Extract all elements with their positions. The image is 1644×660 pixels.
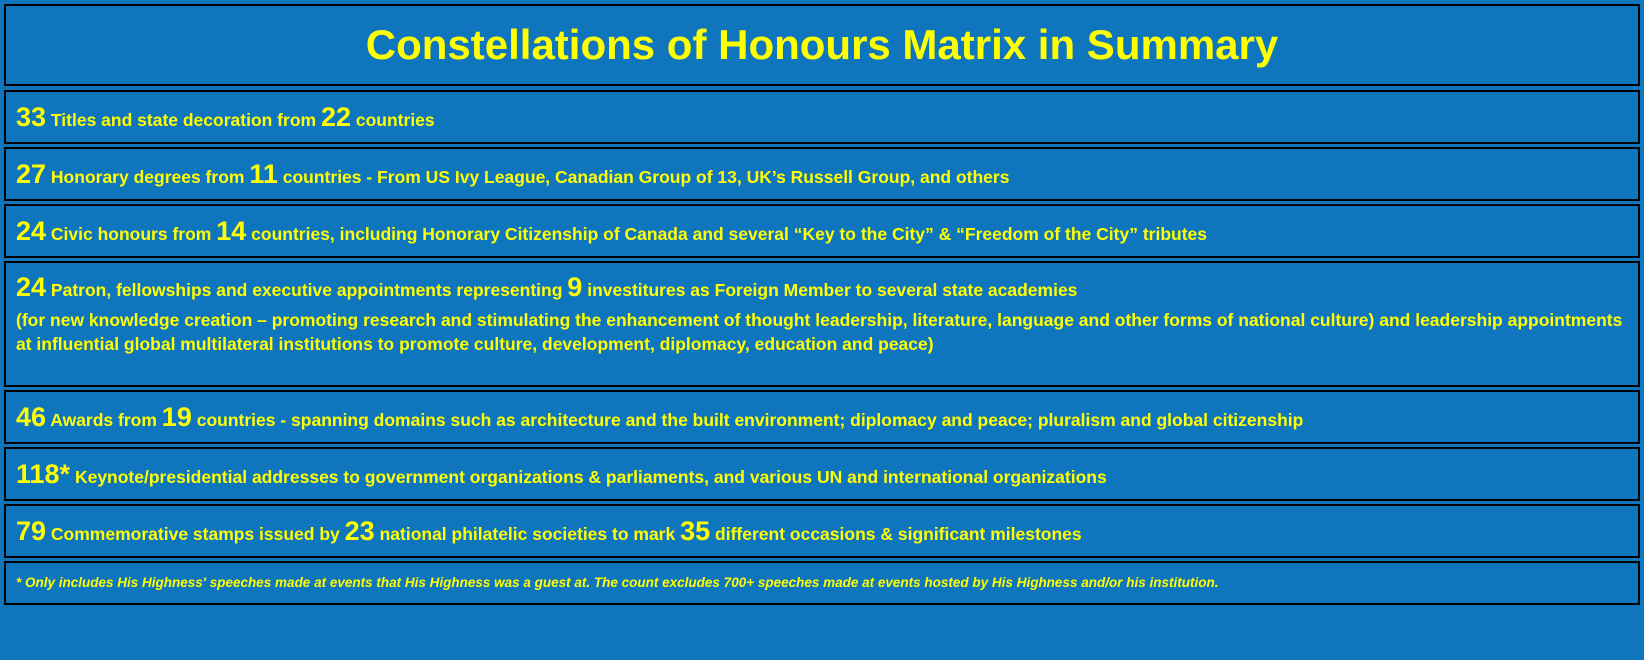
row-awards-content xyxy=(16,399,1303,435)
row-footnote xyxy=(4,561,1640,605)
degrees-count: 27 xyxy=(16,158,47,189)
stamps-text-a: Commemorative stamps issued by xyxy=(50,523,340,544)
footnote-text: * Only includes His Highness' speeches made at events that His Highness was a guest at. The count excludes 700+ speeches made at events hosted by His Highness and/or his institution. xyxy=(16,575,1219,591)
page-title: Constellations of Honours Matrix in Summary xyxy=(365,20,1279,68)
row-commemorative-stamps xyxy=(4,504,1640,558)
stamps-text-c: different occasions & significant milestones xyxy=(715,523,1082,544)
patron-text-a: Patron, fellowships and executive appointments representing xyxy=(50,280,563,300)
title-row xyxy=(4,4,1640,86)
stamps-occasions-count: 35 xyxy=(680,515,711,546)
row-patron-fellowships xyxy=(4,261,1640,387)
patron-line-2: (for new knowledge creation – promoting research and stimulating the enhancement of thought leadership, literature, language and other forms of national culture) and leadership appointments at influential global multilateral institutions to promote culture, development, diplomacy, education and peace) xyxy=(16,310,1623,355)
titles-count: 33 xyxy=(16,101,47,132)
row-civic-honours xyxy=(4,204,1640,258)
row-civic-content xyxy=(16,213,1207,249)
civic-text-b: countries, including Honorary Citizenship of Canada and several “Key to the City” & “Freedom of the City” tributes xyxy=(251,223,1207,244)
row-patron-content xyxy=(16,269,1628,357)
patron-text-b: investitures as Foreign Member to several state academies xyxy=(587,280,1078,300)
row-keynote-content xyxy=(16,456,1107,492)
titles-text-a: Titles and state decoration from xyxy=(50,109,317,130)
degrees-countries-count: 11 xyxy=(249,158,278,189)
degrees-text-b: countries - From US Ivy League, Canadian Group of 13, UK’s Russell Group, and others xyxy=(282,166,1010,187)
awards-count: 46 xyxy=(16,401,47,432)
keynote-text-a: Keynote/presidential addresses to government organizations & parliaments, and various UN and international organizations xyxy=(74,466,1107,487)
row-titles-and-decorations xyxy=(4,90,1640,144)
civic-count: 24 xyxy=(16,215,47,246)
patron-line-1 xyxy=(16,269,1628,305)
titles-text-b: countries xyxy=(355,109,435,130)
patron-investitures-count: 9 xyxy=(567,272,583,302)
titles-countries-count: 22 xyxy=(320,101,351,132)
stamps-text-b: national philatelic societies to mark xyxy=(379,523,676,544)
row-degrees-content xyxy=(16,156,1009,192)
row-keynote-addresses xyxy=(4,447,1640,501)
row-stamps-content xyxy=(16,513,1082,549)
awards-text-b: countries - spanning domains such as architecture and the built environment; diplomacy and peace; pluralism and global citizenship xyxy=(196,409,1304,430)
awards-text-a: Awards from xyxy=(50,409,157,430)
degrees-text-a: Honorary degrees from xyxy=(50,166,245,187)
stamps-count: 79 xyxy=(16,515,47,546)
patron-count: 24 xyxy=(16,272,47,302)
row-awards xyxy=(4,390,1640,444)
awards-countries-count: 19 xyxy=(161,401,192,432)
civic-countries-count: 14 xyxy=(216,215,247,246)
row-titles-content xyxy=(16,99,435,135)
stamps-societies-count: 23 xyxy=(344,515,375,546)
civic-text-a: Civic honours from xyxy=(50,223,212,244)
row-honorary-degrees xyxy=(4,147,1640,201)
keynote-count: 118* xyxy=(16,458,71,489)
